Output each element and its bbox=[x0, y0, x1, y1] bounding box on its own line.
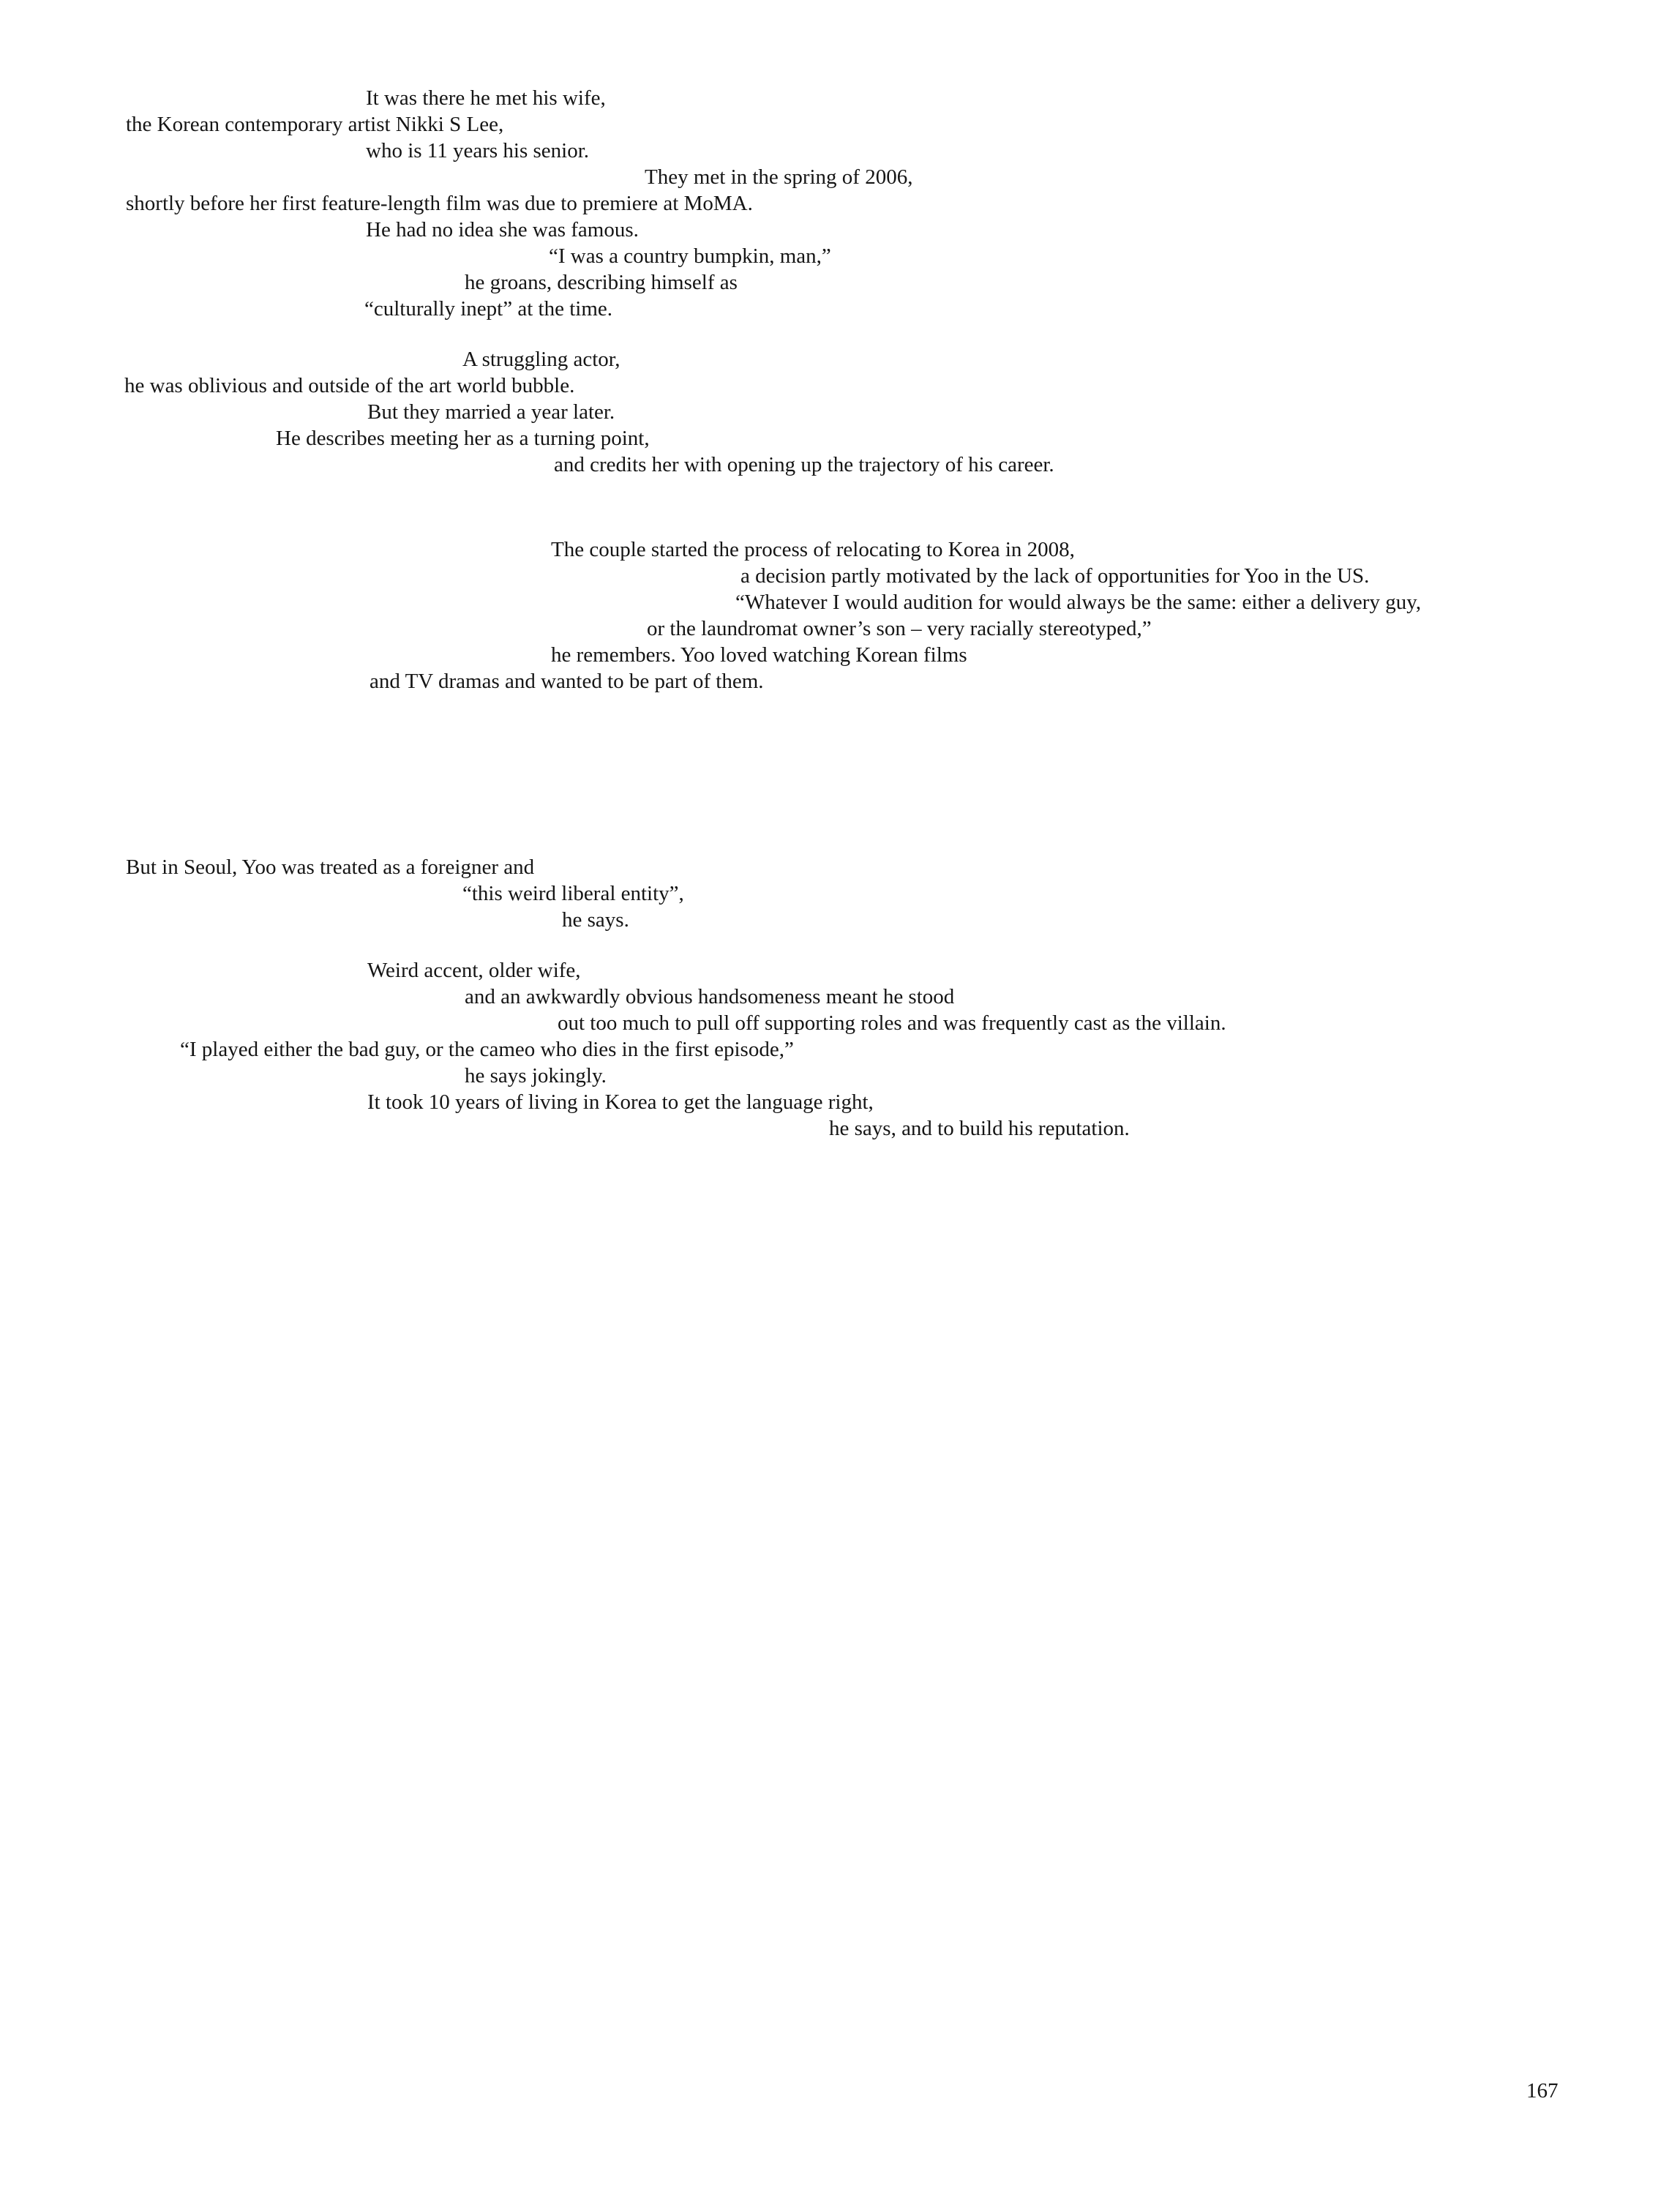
text-line: he remembers. Yoo loved watching Korean films bbox=[551, 643, 967, 667]
text-line: out too much to pull off supporting roles and was frequently cast as the villain. bbox=[558, 1011, 1226, 1035]
page-number: 167 bbox=[1526, 2079, 1559, 2103]
text-line: Weird accent, older wife, bbox=[367, 959, 581, 982]
text-line: he says. bbox=[562, 908, 629, 932]
text-line: “Whatever I would audition for would always be the same: either a delivery guy, bbox=[735, 591, 1422, 614]
text-line: He describes meeting her as a turning point, bbox=[276, 427, 650, 450]
text-line: who is 11 years his senior. bbox=[366, 139, 590, 162]
text-line: he says, and to build his reputation. bbox=[829, 1117, 1130, 1140]
text-line: But they married a year later. bbox=[367, 400, 615, 424]
text-line: and an awkwardly obvious handsomeness meant he stood bbox=[465, 985, 955, 1008]
text-line: “this weird liberal entity”, bbox=[462, 882, 684, 905]
text-line: a decision partly motivated by the lack of opportunities for Yoo in the US. bbox=[740, 564, 1370, 588]
text-line: he groans, describing himself as bbox=[465, 271, 738, 294]
text-line: He had no idea she was famous. bbox=[366, 218, 639, 242]
text-line: It took 10 years of living in Korea to get the language right, bbox=[367, 1090, 874, 1114]
text-line: A struggling actor, bbox=[462, 348, 620, 371]
paragraph-meeting-wife bbox=[0, 85, 1680, 322]
text-line: But in Seoul, Yoo was treated as a foreigner and bbox=[126, 855, 535, 879]
text-line: “culturally inept” at the time. bbox=[364, 297, 613, 321]
text-line: or the laundromat owner’s son – very racially stereotyped,” bbox=[647, 617, 1152, 640]
text-line: the Korean contemporary artist Nikki S Lee, bbox=[126, 113, 504, 136]
paragraph-seoul-foreigner bbox=[0, 854, 1680, 933]
text-line: and TV dramas and wanted to be part of them. bbox=[370, 670, 764, 693]
text-line: They met in the spring of 2006, bbox=[645, 165, 913, 189]
text-line: “I played either the bad guy, or the cameo who dies in the first episode,” bbox=[180, 1038, 794, 1061]
text-line: and credits her with opening up the trajectory of his career. bbox=[554, 453, 1054, 476]
text-line: shortly before her first feature-length film was due to premiere at MoMA. bbox=[126, 192, 753, 215]
text-line: The couple started the process of relocating to Korea in 2008, bbox=[551, 538, 1075, 561]
paragraph-relocating-korea bbox=[0, 536, 1680, 694]
text-line: he was oblivious and outside of the art world bubble. bbox=[124, 374, 575, 397]
paragraph-cast-as-villain bbox=[0, 957, 1680, 1142]
paragraph-struggling-actor bbox=[0, 346, 1680, 478]
text-line: “I was a country bumpkin, man,” bbox=[549, 244, 831, 268]
text-line: he says jokingly. bbox=[465, 1064, 607, 1087]
text-line: It was there he met his wife, bbox=[366, 86, 606, 110]
